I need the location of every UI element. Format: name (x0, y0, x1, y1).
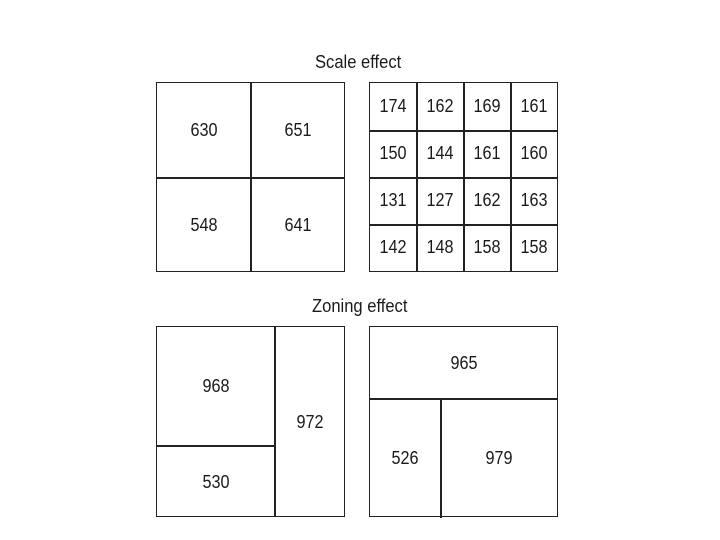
zone-cell: 979 (485, 448, 514, 468)
fine-cell: 150 (379, 143, 408, 163)
fine-cell: 161 (473, 143, 502, 163)
coarse-cell: 641 (284, 215, 312, 235)
fine-cell: 162 (426, 96, 455, 116)
coarse-cell: 651 (284, 120, 312, 140)
fine-cell: 158 (473, 237, 502, 257)
zoning-right-panel (369, 326, 558, 517)
fine-cell: 148 (426, 237, 455, 257)
zone-cell: 965 (450, 352, 478, 373)
fine-grid-panel (369, 82, 558, 272)
fine-cell: 169 (473, 96, 502, 116)
fine-cell: 174 (379, 96, 408, 116)
coarse-cell: 548 (190, 215, 218, 235)
fine-cell: 162 (473, 190, 502, 210)
coarse-cell: 630 (190, 120, 218, 140)
zoning-left-panel (156, 326, 345, 517)
coarse-grid-panel (156, 82, 345, 272)
zone-cell: 530 (202, 471, 230, 492)
zone-cell: 968 (202, 376, 230, 396)
fine-cell: 163 (520, 190, 549, 210)
zoning-effect-title: Zoning effect (312, 296, 408, 316)
fine-cell: 131 (379, 190, 408, 210)
fine-cell: 144 (426, 143, 455, 163)
scale-effect-title: Scale effect (315, 52, 402, 72)
fine-cell: 160 (520, 143, 549, 163)
fine-cell: 161 (520, 96, 549, 116)
fine-cell: 158 (520, 237, 549, 257)
fine-cell: 142 (379, 237, 408, 257)
zone-cell: 972 (296, 412, 324, 432)
zone-cell: 526 (391, 448, 420, 468)
fine-cell: 127 (426, 190, 455, 210)
